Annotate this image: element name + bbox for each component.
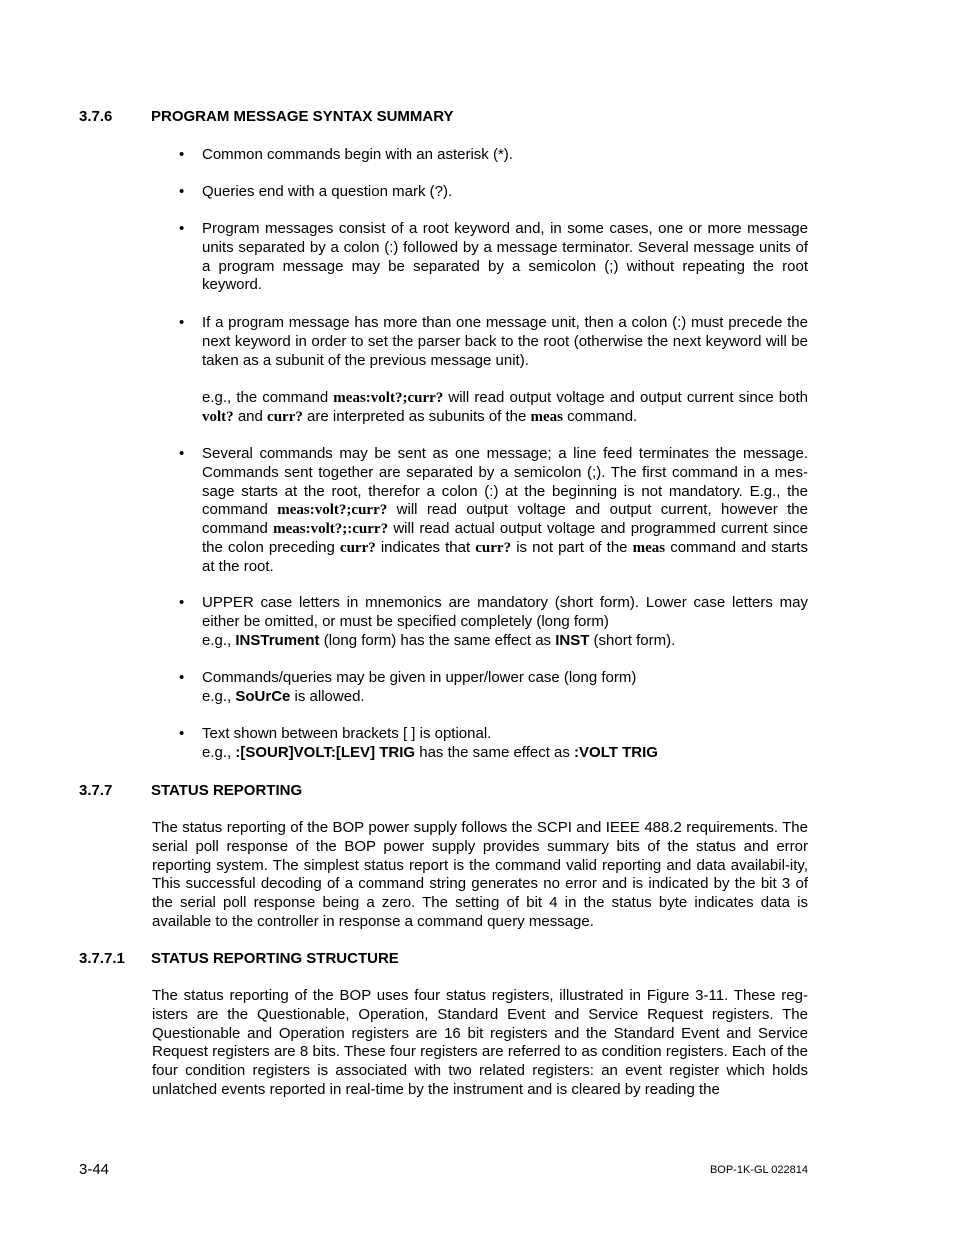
section-number: 3.7.7.1 xyxy=(79,950,125,967)
bullet-example: e.g., the command meas:volt?;curr? will read output voltage and output current since both volt? and curr? are interpreted as subunits of the meas command. xyxy=(202,389,808,425)
bullet-item xyxy=(179,183,808,202)
bullet-icon: • xyxy=(179,594,185,611)
bullet-text: UPPER case letters in mnemonics are mandatory (short form). Lower case letters may either be omitted, or must be specified completely (long form) xyxy=(202,594,808,630)
bullet-item xyxy=(179,445,808,577)
bullet-icon: • xyxy=(179,445,185,462)
section-heading-3-7-7 xyxy=(79,782,302,800)
section-number: 3.7.6 xyxy=(79,108,113,125)
section-title: PROGRAM MESSAGE SYNTAX SUMMARY xyxy=(151,108,454,125)
bullet-icon: • xyxy=(179,725,185,742)
bullet-icon: • xyxy=(179,220,185,237)
bullet-item xyxy=(179,725,808,763)
body-paragraph: The status reporting of the BOP uses four status registers, illustrated in Figure 3-11. These reg-isters are the Questionable, Operation, Standard Event and Service Request registers. The Questionable and Operation registers are 16 bit registers and the Standard Event and Service Request registers are 8 bits. These four registers are referred to as condition registers. Each of the four condition registers is associated with two related registers: an event register which holds unlatched events reported in real-time by the instrument and is cleared by reading the xyxy=(152,987,808,1098)
bullet-example: e.g., SoUrCe is allowed. xyxy=(202,687,365,705)
document-id: BOP-1K-GL 022814 xyxy=(709,1164,808,1176)
bullet-text: Text shown between brackets [ ] is optional. xyxy=(202,725,492,742)
section-heading-3-7-6 xyxy=(79,108,454,126)
bullet-item xyxy=(179,669,808,707)
bullet-text: Several commands may be sent as one message; a line feed terminates the message. Commands sent together are separated by a semicolon (;). The first command in a mes-sage starts at the root, therefor a colon (:) at the beginning is not mandatory. E.g., the command meas:volt?;curr? will read output voltage and output current, however the command meas:volt?;:curr? will read actual output voltage and programmed current since the colon preceding curr? indicates that curr? is not part of the meas command and starts at the root. xyxy=(202,445,808,575)
bullet-item xyxy=(179,594,808,650)
bullet-text: Queries end with a question mark (?). xyxy=(202,183,453,200)
section-title: STATUS REPORTING xyxy=(151,782,303,799)
bullet-example: e.g., INSTrument (long form) has the same effect as INST (short form). xyxy=(202,631,676,649)
bullet-text: Program messages consist of a root keyword and, in some cases, one or more message units separated by a colon (:) followed by a message terminator. Several message units of a program message may be separated by a semicolon (;) without repeating the root keyword. xyxy=(202,220,808,294)
bullet-text: If a program message has more than one message unit, then a colon (:) must precede the next keyword in order to set the parser back to the root (otherwise the next keyword will be taken as a subunit of the previous message unit). xyxy=(202,314,808,369)
section-title: STATUS REPORTING STRUCTURE xyxy=(151,950,399,967)
bullet-item xyxy=(179,146,808,165)
page-number: 3-44 xyxy=(79,1161,110,1178)
section-heading-3-7-7-1 xyxy=(79,950,399,968)
bullet-item xyxy=(179,314,808,427)
bullet-icon: • xyxy=(179,314,185,331)
bullet-icon: • xyxy=(179,183,185,200)
section-number: 3.7.7 xyxy=(79,782,113,799)
body-paragraph: The status reporting of the BOP power supply follows the SCPI and IEEE 488.2 requirements. The serial poll response of the BOP power supply provides summary bits of the status and error reporting system. The simplest status report is the command valid reporting and data availabil-ity, This successful decoding of a command string generates no error and is indicated by the bit 3 of the serial poll response being a zero. The setting of bit 4 in the status byte indicates data is available to the controller in response a command query message. xyxy=(152,819,808,930)
bullet-icon: • xyxy=(179,146,185,163)
bullet-example: e.g., :[SOUR]VOLT:[LEV] TRIG has the same effect as :VOLT TRIG xyxy=(202,743,658,761)
bullet-text: Commands/queries may be given in upper/lower case (long form) xyxy=(202,669,637,686)
bullet-item xyxy=(179,220,808,295)
bullet-icon: • xyxy=(179,669,185,686)
bullet-text: Common commands begin with an asterisk (*). xyxy=(202,146,513,163)
